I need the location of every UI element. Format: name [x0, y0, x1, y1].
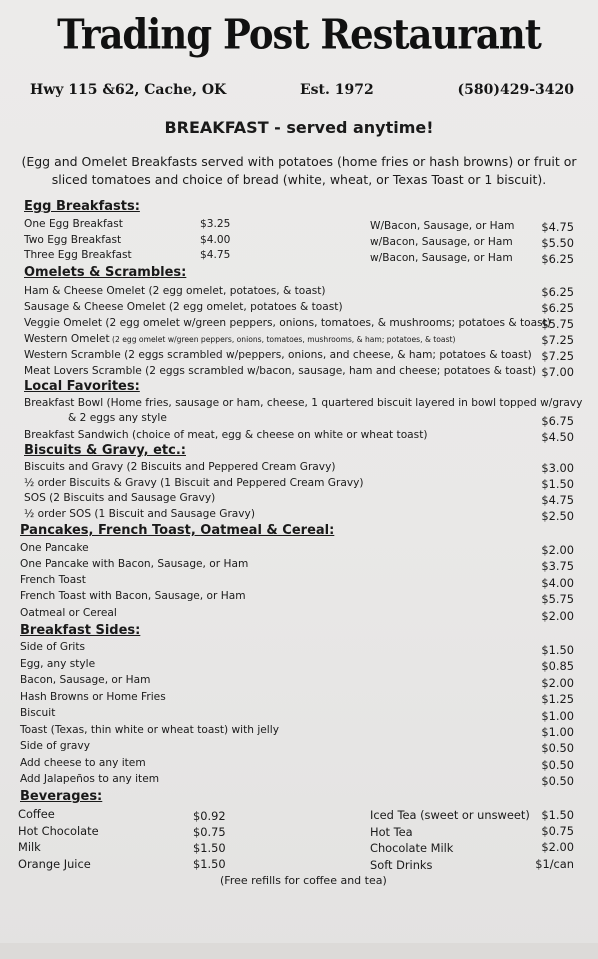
menu-item-name: SOS (2 Biscuits and Sausage Gravy)	[24, 492, 216, 504]
menu-item-price: $7.25	[541, 333, 574, 347]
menu-item-name: Side of Grits	[20, 641, 86, 653]
menu-item-name: Egg, any style	[20, 658, 96, 670]
menu-item-price: $6.75	[541, 414, 574, 428]
established: Est. 1972	[300, 82, 374, 98]
section-heading-local-favorites: Local Favorites:	[24, 379, 140, 394]
section-heading-pancakes: Pancakes, French Toast, Oatmeal & Cereal:	[20, 523, 335, 538]
menu-item-name: One Pancake	[20, 542, 89, 554]
menu-item-name: Western Scramble (2 eggs scrambled w/peppers, onions, and cheese, & ham; potatoes & toast)	[24, 349, 532, 361]
menu-item-price: $0.50	[541, 758, 574, 772]
menu-item-name: Ham & Cheese Omelet (2 egg omelet, potatoes, & toast)	[24, 285, 326, 297]
menu-item-price: $2.50	[541, 509, 574, 523]
phone: (580)429-3420	[457, 82, 574, 98]
menu-item-price: $3.75	[541, 559, 574, 573]
menu-item-name: ½ order Biscuits & Gravy (1 Biscuit and Peppered Cream Gravy)	[24, 477, 364, 489]
beverage-name: Milk	[18, 840, 41, 854]
restaurant-title: Trading Post Restaurant	[57, 9, 541, 59]
refill-note: (Free refills for coffee and tea)	[220, 874, 387, 887]
section-heading-beverages: Beverages:	[20, 789, 103, 804]
menu-item-price: $6.25	[541, 301, 574, 315]
menu-item-name: Sausage & Cheese Omelet (2 egg omelet, potatoes & toast)	[24, 301, 343, 313]
menu-item-price: $6.25	[541, 285, 574, 299]
beverage-name: Iced Tea (sweet or unsweet)	[370, 808, 530, 822]
menu-item-price: $0.85	[541, 659, 574, 673]
menu-item-price: $4.75	[541, 493, 574, 507]
intro-note: (Egg and Omelet Breakfasts served with potatoes (home fries or hash browns) or fruit or sliced tomatoes and choice of bread (white, wheat, or Texas Toast or 1 biscuit).	[21, 154, 577, 187]
beverage-price: $1.50	[193, 857, 226, 871]
menu-item-addon-price: $4.75	[541, 220, 574, 234]
menu-item-addon: W/Bacon, Sausage, or Ham	[370, 220, 515, 232]
menu-item-price: $1.50	[541, 643, 574, 657]
beverage-price: $0.75	[541, 824, 574, 838]
menu-item-name: Veggie Omelet (2 egg omelet w/green peppers, onions, tomatoes, & mushrooms; potatoes & toast)	[24, 317, 551, 329]
beverage-price: $2.00	[541, 840, 574, 854]
address: Hwy 115 &62, Cache, OK	[30, 82, 227, 98]
menu-item-addon-price: $5.50	[541, 236, 574, 250]
menu-item-name: Breakfast Bowl (Home fries, sausage or ham, cheese, 1 quartered biscuit layered in bowl topped w/gravy	[24, 397, 583, 409]
menu-item-price: $2.00	[541, 676, 574, 690]
menu-item-name: Meat Lovers Scramble (2 eggs scrambled w/bacon, sausage, ham and cheese; potatoes & toast)	[24, 365, 537, 377]
menu-item-name-cont: & 2 eggs any style	[68, 412, 167, 424]
beverage-price: $1.50	[193, 841, 226, 855]
menu-item-price: $3.00	[541, 461, 574, 475]
menu-item-name: Toast (Texas, thin white or wheat toast) with jelly	[20, 724, 279, 736]
menu-item-price: $5.75	[541, 592, 574, 606]
menu-item-addon-price: $6.25	[541, 252, 574, 266]
menu-item-price: $5.75	[541, 317, 574, 331]
menu-item-name: Side of gravy	[20, 740, 90, 752]
beverage-name: Chocolate Milk	[370, 841, 454, 855]
menu-item-price: $1.50	[541, 477, 574, 491]
menu-item-name: Oatmeal or Cereal	[20, 607, 117, 619]
menu-item-price: $7.25	[541, 349, 574, 363]
menu-item-price: $4.00	[200, 234, 231, 246]
menu-item-price: $3.25	[200, 218, 231, 230]
menu-item-price: $0.50	[541, 741, 574, 755]
menu-item-name: One Egg Breakfast	[24, 218, 123, 230]
menu-item-name: Breakfast Sandwich (choice of meat, egg & cheese on white or wheat toast)	[24, 429, 428, 441]
menu-item-addon: w/Bacon, Sausage, or Ham	[370, 236, 513, 248]
menu-item-price: $0.50	[541, 774, 574, 788]
menu-item-name: Bacon, Sausage, or Ham	[20, 674, 151, 686]
menu-item-name: Three Egg Breakfast	[24, 249, 132, 261]
menu-item-name: Add Jalapeños to any item	[20, 773, 160, 785]
beverage-price: $1/can	[535, 857, 574, 871]
menu-item-price: $1.00	[541, 709, 574, 723]
beverage-price: $0.75	[193, 825, 226, 839]
menu-item-name: Western Omelet	[24, 333, 110, 345]
beverage-name: Hot Chocolate	[18, 824, 99, 838]
menu-item-name: Biscuit	[20, 707, 56, 719]
menu-item-price: $7.00	[541, 365, 574, 379]
beverage-name: Hot Tea	[370, 825, 413, 839]
menu-item-name: ½ order SOS (1 Biscuit and Sausage Gravy)	[24, 508, 255, 520]
table-edge	[0, 943, 598, 959]
menu-item-name: French Toast	[20, 574, 86, 586]
menu-item-addon: w/Bacon, Sausage, or Ham	[370, 252, 513, 264]
menu-item-name: Two Egg Breakfast	[24, 234, 122, 246]
menu-item-price: $2.00	[541, 543, 574, 557]
menu-item-price: $1.25	[541, 692, 574, 706]
menu-item-detail: (2 egg omelet w/green peppers, onions, tomatoes, mushrooms, & ham; potatoes, & toast)	[112, 335, 456, 344]
menu-subtitle: BREAKFAST - served anytime!	[164, 118, 434, 137]
beverage-name: Soft Drinks	[370, 858, 433, 872]
menu-item-price: $4.50	[541, 430, 574, 444]
menu-item-name: Biscuits and Gravy (2 Biscuits and Peppered Cream Gravy)	[24, 461, 336, 473]
menu-item-price: $1.00	[541, 725, 574, 739]
beverage-price: $0.92	[193, 809, 226, 823]
menu-item-name: Add cheese to any item	[20, 757, 146, 769]
section-heading-omelets: Omelets & Scrambles:	[24, 265, 187, 280]
section-heading-biscuits: Biscuits & Gravy, etc.:	[24, 443, 186, 458]
section-heading-sides: Breakfast Sides:	[20, 623, 141, 638]
menu-item-name: One Pancake with Bacon, Sausage, or Ham	[20, 558, 249, 570]
beverage-name: Orange Juice	[18, 857, 91, 871]
menu-item-name: Hash Browns or Home Fries	[20, 691, 166, 703]
menu-item-price: $4.75	[200, 249, 231, 261]
beverage-price: $1.50	[541, 808, 574, 822]
menu-item-name: French Toast with Bacon, Sausage, or Ham	[20, 590, 246, 602]
menu-item-price: $4.00	[541, 576, 574, 590]
section-heading-egg-breakfasts: Egg Breakfasts:	[24, 199, 140, 214]
beverage-name: Coffee	[18, 807, 55, 821]
menu-item-price: $2.00	[541, 609, 574, 623]
